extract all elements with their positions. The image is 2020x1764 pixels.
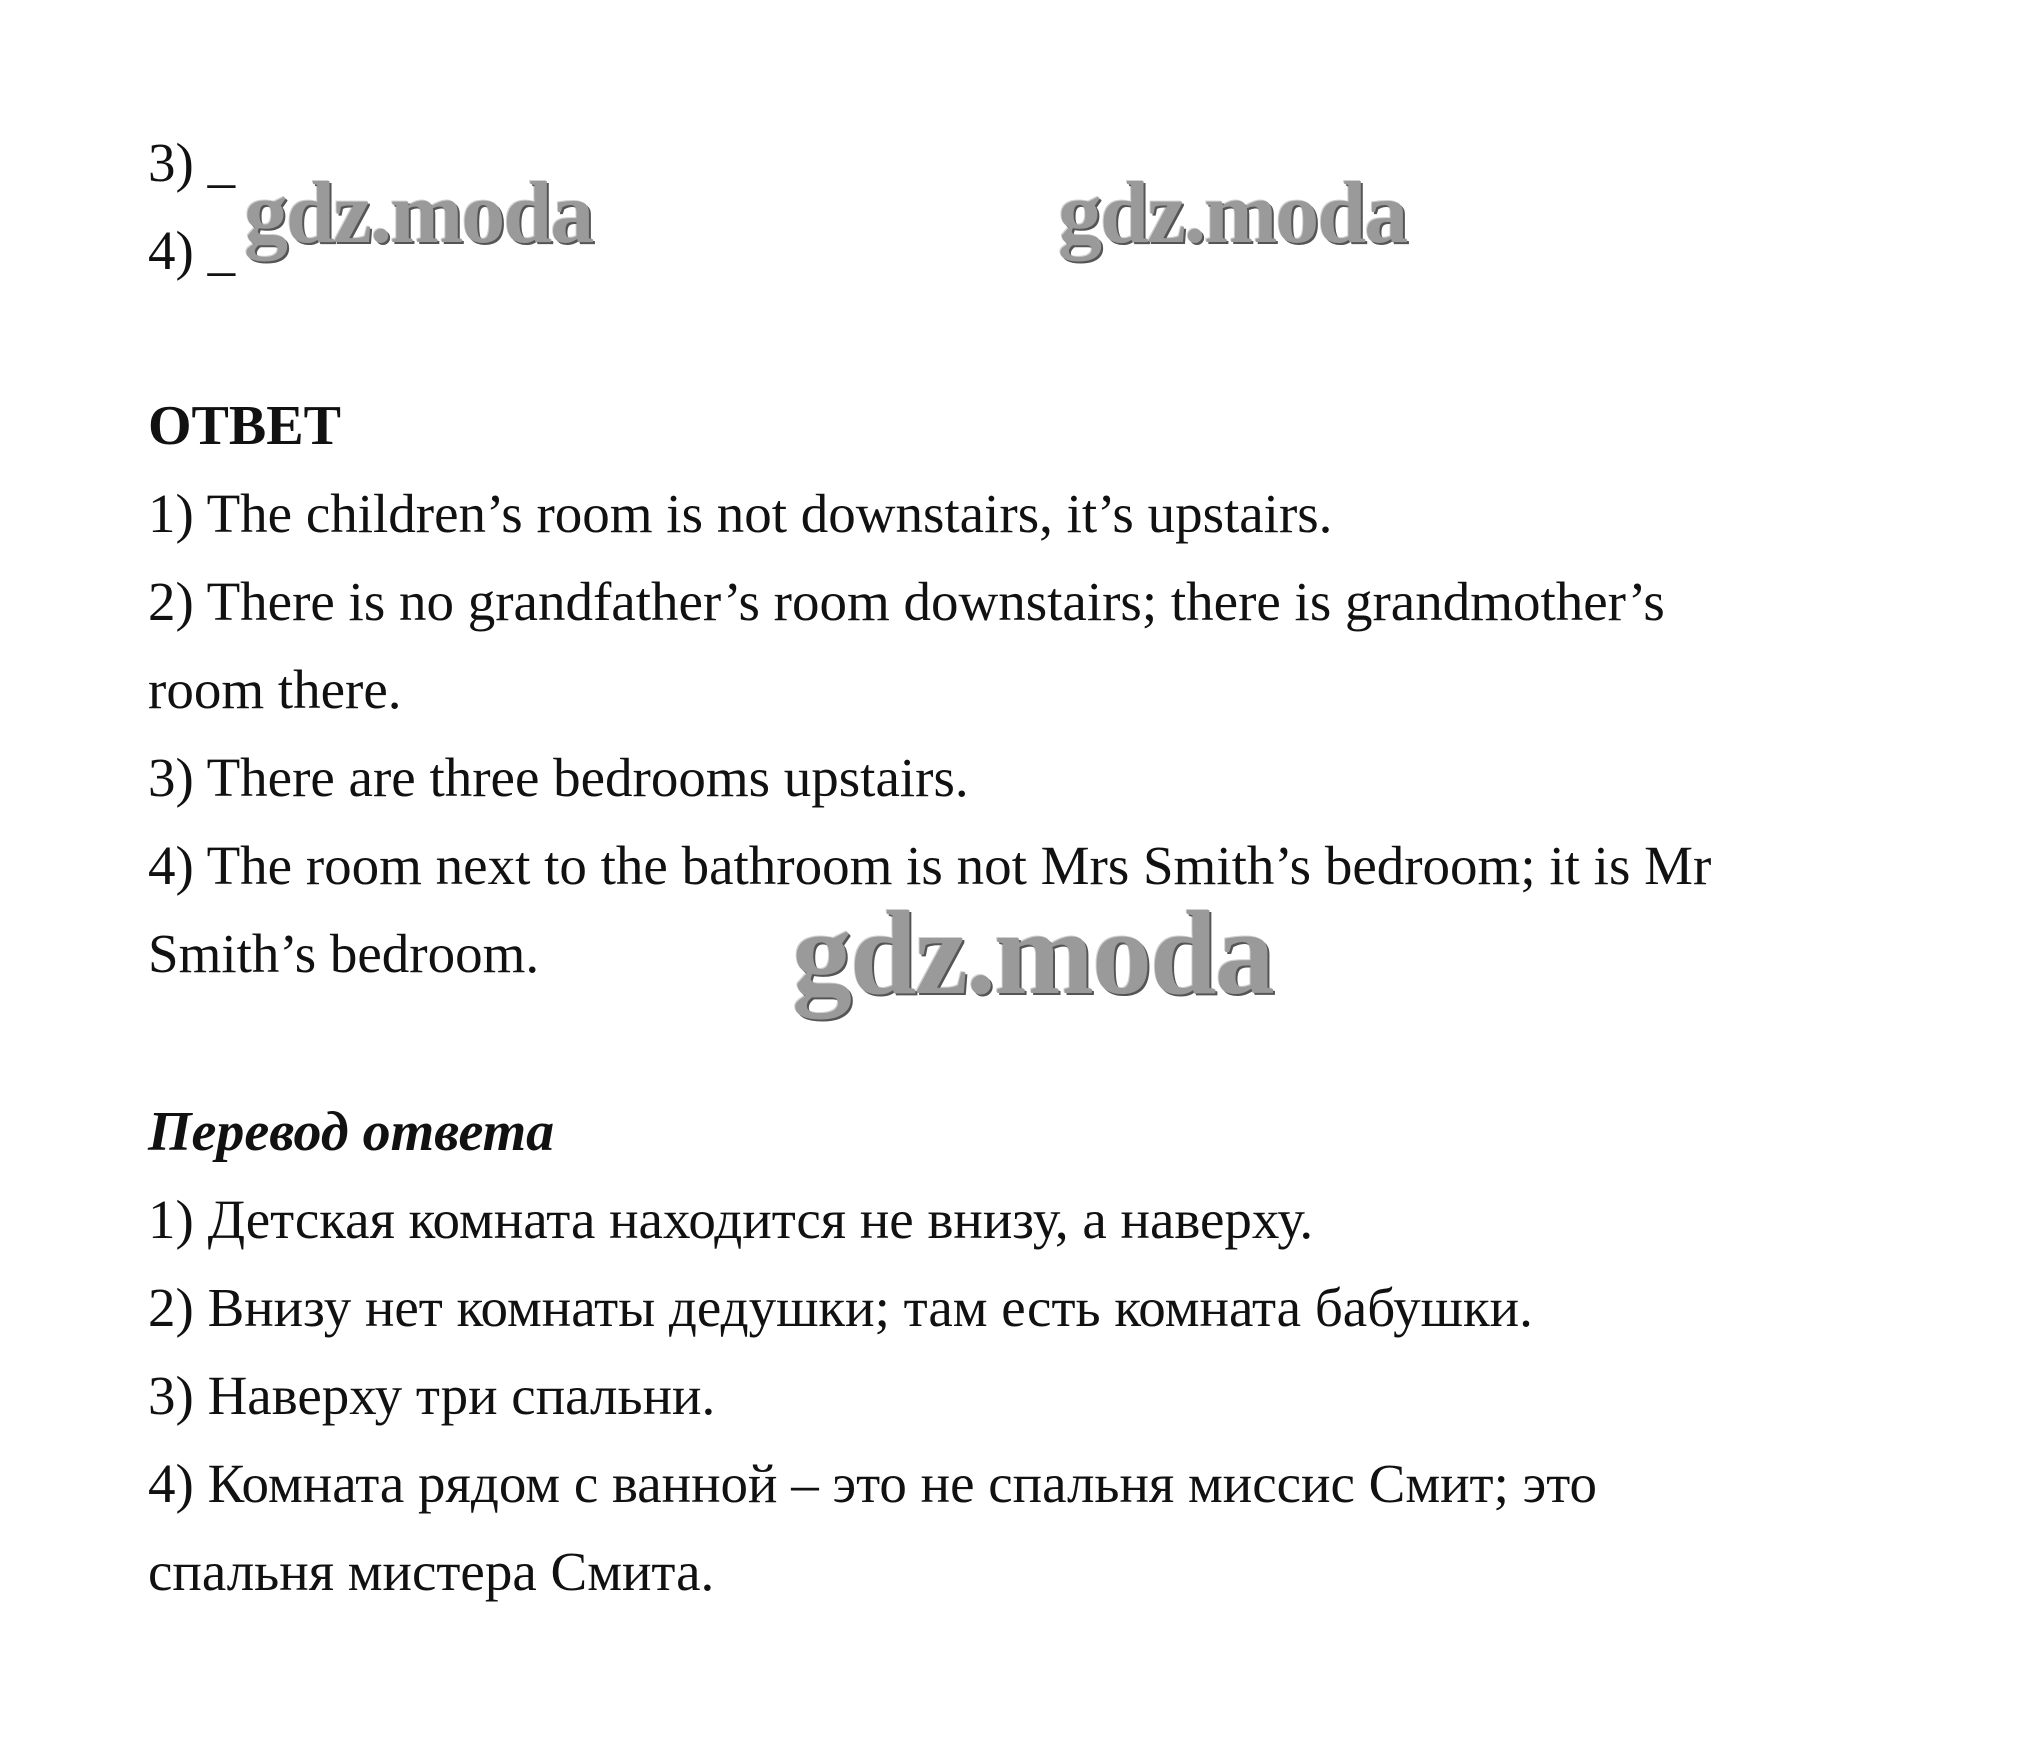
translation-line-3: 3) Наверху три спальни.: [148, 1365, 716, 1426]
blank-item-4: 4) _: [148, 220, 236, 281]
answer-line-1: 1) The children’s room is not downstairs, it’s upstairs.: [148, 483, 1333, 544]
watermark-logo: gdz.moda: [1058, 165, 1407, 262]
translation-line-2: 2) Внизу нет комнаты дедушки; там есть комната бабушки.: [148, 1277, 1533, 1338]
answer-line-3: 3) There are three bedrooms upstairs.: [148, 747, 969, 808]
answer-line-2-cont: room there.: [148, 659, 402, 720]
translation-line-4-cont: спальня мистера Смита.: [148, 1541, 715, 1602]
blank-item-3: 3) _: [148, 132, 236, 193]
answer-heading: ОТВЕТ: [148, 395, 341, 457]
translation-line-4: 4) Комната рядом с ванной – это не спальня миссис Смит; это: [148, 1453, 1598, 1514]
watermark-logo: gdz.moda: [792, 886, 1273, 1019]
watermark-logo: gdz.moda: [244, 165, 593, 262]
translation-line-1: 1) Детская комната находится не внизу, а наверху.: [148, 1189, 1314, 1250]
answer-line-2: 2) There is no grandfather’s room downstairs; there is grandmother’s: [148, 571, 1665, 632]
answer-line-4: 4) The room next to the bathroom is not Mrs Smith’s bedroom; it is Mr: [148, 835, 1712, 896]
translation-heading: Перевод ответа: [148, 1101, 555, 1163]
answer-line-4-cont: Smith’s bedroom.: [148, 923, 540, 984]
